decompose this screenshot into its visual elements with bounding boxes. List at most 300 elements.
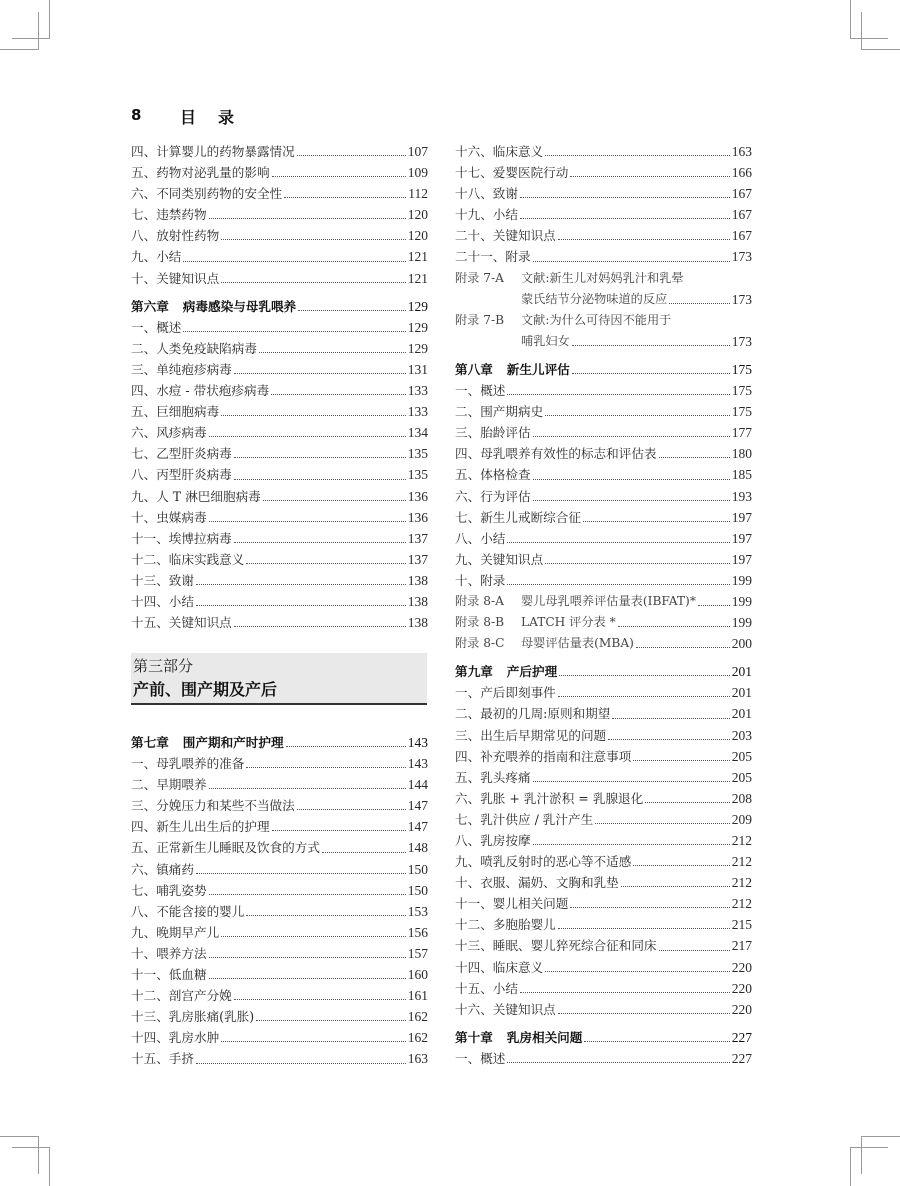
leader-dots bbox=[286, 746, 406, 747]
page-number: 135 bbox=[407, 446, 428, 462]
toc-entry[interactable] bbox=[131, 1006, 428, 1027]
leader-dots bbox=[545, 415, 730, 416]
leader-dots bbox=[209, 218, 406, 219]
toc-entry[interactable] bbox=[455, 422, 752, 443]
appendix-tag: 附录 8-A bbox=[455, 593, 504, 608]
entry-label bbox=[131, 296, 296, 317]
toc-entry[interactable] bbox=[455, 851, 752, 872]
appendix-tag: 附录 7-B bbox=[455, 312, 505, 327]
entry-title: 十七、爱婴医院行动 bbox=[455, 165, 569, 181]
appendix-line bbox=[455, 331, 752, 352]
leader-dots bbox=[570, 176, 729, 177]
entry-label bbox=[131, 246, 181, 267]
leader-dots bbox=[584, 1041, 729, 1042]
appendix-title: 婴儿母乳喂养评估量表(IBFAT)* bbox=[521, 593, 696, 608]
entry-label bbox=[131, 964, 207, 985]
toc-chapter-entry[interactable] bbox=[455, 359, 752, 380]
leader-dots bbox=[533, 261, 730, 262]
entry-title: 二十、关键知识点 bbox=[455, 228, 556, 244]
entry-title: 七、违禁药物 bbox=[131, 207, 207, 223]
page-number: 157 bbox=[407, 945, 428, 961]
toc-entry[interactable] bbox=[455, 443, 752, 464]
toc-entry[interactable] bbox=[131, 183, 428, 204]
page-number: 173 bbox=[731, 249, 752, 265]
toc-entry[interactable] bbox=[131, 570, 428, 591]
toc-right-column bbox=[455, 141, 752, 1069]
entry-title: 十二、多胞胎婴儿 bbox=[455, 917, 556, 933]
entry-label bbox=[131, 268, 219, 289]
toc-entry[interactable] bbox=[131, 795, 428, 816]
entry-title: 十八、致谢 bbox=[455, 186, 518, 202]
entry-title: 五、体格检查 bbox=[455, 467, 531, 483]
entry-title: 八、小结 bbox=[455, 530, 506, 546]
entry-label bbox=[131, 359, 232, 380]
toc-entry[interactable] bbox=[455, 767, 752, 788]
toc-appendix-entry[interactable] bbox=[455, 612, 752, 633]
leader-dots bbox=[256, 1020, 406, 1021]
toc-entry[interactable] bbox=[455, 507, 752, 528]
entry-label bbox=[455, 935, 657, 956]
entry-title: 五、乳头疼痛 bbox=[455, 769, 531, 785]
leader-dots bbox=[533, 781, 730, 782]
entry-label bbox=[131, 859, 194, 880]
entry-title: 六、镇痛药 bbox=[131, 861, 194, 877]
leader-dots bbox=[271, 394, 406, 395]
toc-chapter-entry[interactable] bbox=[131, 732, 428, 753]
toc-entry[interactable] bbox=[455, 528, 752, 549]
toc-entry[interactable] bbox=[131, 464, 428, 485]
toc-entry[interactable] bbox=[131, 774, 428, 795]
page-number: 138 bbox=[407, 593, 428, 609]
toc-chapter-entry[interactable] bbox=[455, 661, 752, 682]
entry-title: 八、乳房按摩 bbox=[455, 833, 531, 848]
toc-appendix-entry[interactable] bbox=[455, 268, 752, 310]
toc-entry[interactable] bbox=[131, 443, 428, 464]
entry-label bbox=[131, 1006, 254, 1027]
page-number: 212 bbox=[731, 833, 752, 848]
toc-entry[interactable] bbox=[455, 914, 752, 935]
entry-label bbox=[131, 317, 181, 338]
entry-label bbox=[131, 338, 257, 359]
chapter-number: 第九章 bbox=[455, 664, 493, 680]
toc-entry[interactable] bbox=[131, 338, 428, 359]
part-header bbox=[131, 653, 427, 705]
entry-label bbox=[131, 507, 207, 528]
page-number: 156 bbox=[407, 924, 428, 940]
leader-dots bbox=[322, 852, 406, 853]
leader-dots bbox=[209, 436, 406, 437]
entry-label bbox=[131, 443, 232, 464]
toc-entry[interactable] bbox=[131, 268, 428, 289]
entry-title: 产后护理 bbox=[506, 664, 558, 680]
entry-label bbox=[131, 183, 282, 204]
entry-title: 十五、关键知识点 bbox=[131, 615, 232, 631]
leader-dots bbox=[297, 155, 406, 156]
appendix-tag: 附录 8-B bbox=[455, 615, 505, 630]
entry-label bbox=[131, 922, 219, 943]
toc-entry[interactable] bbox=[455, 682, 752, 703]
entry-title: 十、喂养方法 bbox=[131, 945, 207, 961]
entry-label bbox=[455, 162, 568, 183]
entry-title: 一、概述 bbox=[455, 383, 506, 399]
leader-dots bbox=[659, 950, 730, 951]
appendix-line bbox=[455, 268, 752, 289]
entry-title: 一、母乳喂养的准备 bbox=[131, 756, 245, 772]
page-number: 197 bbox=[731, 509, 752, 525]
chapter-number: 第八章 bbox=[455, 361, 493, 377]
page-number: 197 bbox=[731, 551, 752, 567]
leader-dots bbox=[209, 957, 406, 958]
page-number: 8 bbox=[131, 106, 142, 124]
entry-title: 十九、小结 bbox=[455, 207, 518, 223]
leader-dots bbox=[209, 978, 406, 979]
toc-entry[interactable] bbox=[131, 1027, 428, 1048]
toc-entry[interactable] bbox=[455, 809, 752, 830]
leader-dots bbox=[196, 1063, 406, 1064]
toc-entry[interactable] bbox=[455, 1048, 752, 1069]
entry-label bbox=[455, 830, 531, 851]
toc-entry[interactable] bbox=[455, 703, 752, 724]
toc-entry[interactable] bbox=[455, 746, 752, 767]
toc-entry[interactable] bbox=[131, 612, 428, 633]
page-number: 153 bbox=[407, 903, 428, 919]
toc-entry[interactable] bbox=[455, 549, 752, 570]
entry-label bbox=[131, 204, 207, 225]
page-number: 199 bbox=[731, 593, 752, 609]
chapter-number: 第七章 bbox=[131, 735, 169, 750]
page-number: 150 bbox=[407, 882, 428, 898]
page-number: 163 bbox=[731, 144, 752, 159]
entry-title: 四、水痘 - 带状疱疹病毒 bbox=[131, 383, 270, 399]
appendix-line bbox=[455, 591, 752, 612]
toc-entry[interactable] bbox=[455, 872, 752, 893]
page-number: 185 bbox=[731, 467, 752, 483]
page-number: 131 bbox=[407, 361, 428, 377]
leader-dots bbox=[669, 303, 730, 304]
page-number: 193 bbox=[731, 488, 752, 504]
entry-title: 十四、乳房水肿 bbox=[131, 1030, 220, 1046]
entry-label bbox=[455, 767, 531, 788]
entry-title: 八、放射性药物 bbox=[131, 228, 220, 244]
entry-label bbox=[455, 725, 606, 746]
page-number: 147 bbox=[407, 798, 428, 814]
toc-entry[interactable] bbox=[131, 549, 428, 570]
leader-dots bbox=[183, 331, 405, 332]
toc-entry[interactable] bbox=[455, 183, 752, 204]
toc-entry[interactable] bbox=[455, 957, 752, 978]
leader-dots bbox=[533, 436, 730, 437]
toc-entry[interactable] bbox=[455, 401, 752, 422]
toc-entry[interactable] bbox=[455, 225, 752, 246]
leader-dots bbox=[263, 500, 406, 501]
entry-label bbox=[131, 528, 232, 549]
chapter-number: 第六章 bbox=[131, 298, 169, 314]
toc-entry[interactable] bbox=[131, 859, 428, 880]
toc-appendix-entry[interactable] bbox=[455, 633, 752, 654]
entry-title: 一、概述 bbox=[131, 319, 182, 335]
toc-entry[interactable] bbox=[455, 830, 752, 851]
toc-appendix-entry[interactable] bbox=[455, 591, 752, 612]
entry-label bbox=[455, 682, 556, 703]
entry-title: 六、风疹病毒 bbox=[131, 425, 207, 441]
leader-dots bbox=[545, 155, 730, 156]
entry-label bbox=[455, 359, 570, 380]
entry-title: 五、巨细胞病毒 bbox=[131, 404, 220, 420]
toc-entry[interactable] bbox=[131, 985, 428, 1006]
page-number: 129 bbox=[407, 340, 428, 356]
entry-label bbox=[131, 591, 194, 612]
toc-entry[interactable] bbox=[131, 204, 428, 225]
entry-title: 九、关键知识点 bbox=[455, 551, 544, 567]
leader-dots bbox=[246, 767, 405, 768]
page-number: 160 bbox=[407, 967, 428, 983]
entry-title: 一、产后即刻事件 bbox=[455, 685, 556, 701]
toc-entry[interactable] bbox=[131, 401, 428, 422]
page-number: 201 bbox=[731, 664, 752, 680]
entry-label bbox=[455, 914, 556, 935]
leader-dots bbox=[559, 675, 730, 676]
leader-dots bbox=[272, 830, 406, 831]
entry-title: 六、乳胀 + 乳汁淤积 = 乳腺退化 bbox=[455, 790, 644, 806]
page-number: 175 bbox=[731, 404, 752, 420]
toc-entry[interactable] bbox=[455, 978, 752, 999]
page-number: 148 bbox=[407, 840, 428, 856]
toc-entry[interactable] bbox=[131, 528, 428, 549]
toc-entry[interactable] bbox=[455, 246, 752, 267]
page-number: 136 bbox=[407, 509, 428, 525]
page-number: 133 bbox=[407, 404, 428, 420]
toc-entry[interactable] bbox=[455, 725, 752, 746]
leader-dots bbox=[221, 415, 406, 416]
leader-dots bbox=[659, 457, 730, 458]
page-number: 212 bbox=[731, 896, 752, 912]
appendix-title: 哺乳妇女 bbox=[521, 333, 570, 348]
leader-dots bbox=[221, 936, 406, 937]
entry-label bbox=[131, 612, 232, 633]
toc-entry[interactable] bbox=[131, 964, 428, 985]
page-number: 129 bbox=[407, 319, 428, 335]
entry-title: 二、最初的几周:原则和期望 bbox=[455, 706, 611, 722]
toc-entry[interactable] bbox=[455, 788, 752, 809]
entry-label bbox=[455, 401, 543, 422]
toc-entry[interactable] bbox=[131, 1048, 428, 1069]
leader-dots bbox=[246, 915, 405, 916]
leader-dots bbox=[520, 992, 730, 993]
page-number: 129 bbox=[407, 298, 428, 314]
toc-left-column-top bbox=[131, 141, 428, 633]
toc-entry[interactable] bbox=[455, 935, 752, 956]
page-number: 163 bbox=[407, 1051, 428, 1067]
entry-title: 围产期和产时护理 bbox=[182, 735, 284, 750]
page-number: 162 bbox=[407, 1009, 428, 1025]
toc-entry[interactable] bbox=[131, 225, 428, 246]
entry-title: 十四、小结 bbox=[131, 593, 194, 609]
page-number: 144 bbox=[407, 777, 428, 793]
toc-entry[interactable] bbox=[131, 486, 428, 507]
toc-chapter-entry[interactable] bbox=[131, 296, 428, 317]
entry-label bbox=[131, 486, 261, 507]
page-title: 目录 bbox=[180, 108, 257, 127]
page-number: 167 bbox=[731, 186, 752, 202]
entry-label bbox=[131, 162, 270, 183]
page-number: 215 bbox=[731, 917, 752, 933]
toc-entry[interactable] bbox=[131, 317, 428, 338]
leader-dots bbox=[533, 500, 730, 501]
entry-title: 十五、手挤 bbox=[131, 1051, 194, 1067]
entry-label bbox=[131, 401, 219, 422]
page-number: 137 bbox=[407, 530, 428, 546]
page-number: 212 bbox=[731, 875, 752, 891]
entry-label bbox=[131, 837, 320, 858]
toc-entry[interactable] bbox=[455, 380, 752, 401]
toc-entry[interactable] bbox=[131, 591, 428, 612]
entry-title: 七、新生儿戒断综合征 bbox=[455, 509, 581, 525]
leader-dots bbox=[520, 218, 730, 219]
leader-dots bbox=[621, 886, 730, 887]
leader-dots bbox=[183, 261, 405, 262]
toc-entry[interactable] bbox=[131, 880, 428, 901]
entry-title: 六、不同类别药物的安全性 bbox=[131, 186, 283, 202]
leader-dots bbox=[633, 865, 729, 866]
toc-entry[interactable] bbox=[131, 507, 428, 528]
page-number: 161 bbox=[407, 988, 428, 1004]
entry-title: 十一、婴儿相关问题 bbox=[455, 896, 569, 912]
toc-entry[interactable] bbox=[131, 816, 428, 837]
entry-label bbox=[455, 464, 531, 485]
leader-dots bbox=[196, 605, 406, 606]
leader-dots bbox=[221, 282, 406, 283]
toc-entry[interactable] bbox=[455, 570, 752, 591]
leader-dots bbox=[209, 521, 406, 522]
appendix-line bbox=[455, 310, 752, 331]
entry-label bbox=[455, 141, 543, 162]
entry-label bbox=[131, 225, 219, 246]
entry-label bbox=[455, 978, 518, 999]
entry-label bbox=[455, 549, 543, 570]
page-number: 134 bbox=[407, 425, 428, 441]
toc-entry[interactable] bbox=[131, 141, 428, 162]
entry-title: 病毒感染与母乳喂养 bbox=[182, 298, 297, 314]
entry-label bbox=[455, 1027, 582, 1048]
leader-dots bbox=[533, 479, 730, 480]
toc-entry[interactable] bbox=[455, 999, 752, 1020]
page-number: 177 bbox=[731, 425, 752, 441]
toc-entry[interactable] bbox=[131, 246, 428, 267]
entry-title: 十、虫媒病毒 bbox=[131, 509, 207, 525]
toc-entry[interactable] bbox=[131, 380, 428, 401]
entry-title: 十三、致谢 bbox=[131, 572, 194, 588]
leader-dots bbox=[533, 844, 730, 845]
appendix-tag: 附录 7-A bbox=[455, 270, 504, 285]
entry-title: 十五、小结 bbox=[455, 980, 518, 996]
toc-entry[interactable] bbox=[455, 486, 752, 507]
appendix-title: 蒙氏结节分泌物味道的反应 bbox=[521, 291, 668, 306]
entry-title: 一、概述 bbox=[455, 1050, 506, 1066]
page-number: 220 bbox=[731, 980, 752, 996]
leader-dots bbox=[558, 239, 730, 240]
toc-entry[interactable] bbox=[131, 359, 428, 380]
leader-dots bbox=[507, 542, 729, 543]
toc-appendix-entry[interactable] bbox=[455, 310, 752, 352]
page-number: 220 bbox=[731, 959, 752, 975]
leader-dots bbox=[545, 563, 730, 564]
entry-title: 五、药物对泌乳量的影响 bbox=[131, 165, 270, 181]
leader-dots bbox=[272, 176, 406, 177]
page-number: 121 bbox=[407, 270, 428, 286]
page-number: 197 bbox=[731, 530, 752, 546]
appendix-title: 母婴评估量表(MBA) bbox=[521, 636, 634, 651]
toc-chapter-entry[interactable] bbox=[455, 1027, 752, 1048]
entry-title: 十六、临床意义 bbox=[455, 144, 544, 159]
toc-entry[interactable] bbox=[131, 901, 428, 922]
toc-entry[interactable] bbox=[455, 204, 752, 225]
entry-title: 九、晚期早产儿 bbox=[131, 924, 220, 940]
toc-entry[interactable] bbox=[455, 162, 752, 183]
page-number: 180 bbox=[731, 446, 752, 462]
entry-label bbox=[131, 549, 244, 570]
entry-label bbox=[131, 753, 244, 774]
leader-dots bbox=[196, 873, 406, 874]
leader-dots bbox=[507, 584, 729, 585]
entry-label bbox=[455, 204, 518, 225]
chapter-number: 第十章 bbox=[455, 1029, 493, 1045]
page-number: 227 bbox=[731, 1050, 752, 1066]
toc-entry[interactable] bbox=[131, 753, 428, 774]
toc-entry[interactable] bbox=[131, 162, 428, 183]
entry-label bbox=[455, 661, 557, 682]
leader-dots bbox=[284, 197, 406, 198]
entry-title: 五、正常新生儿睡眠及饮食的方式 bbox=[131, 840, 320, 856]
toc-entry[interactable] bbox=[131, 943, 428, 964]
entry-title: 七、乙型肝炎病毒 bbox=[131, 446, 232, 462]
entry-label bbox=[455, 246, 531, 267]
page-number: 203 bbox=[731, 727, 752, 743]
page-number: 205 bbox=[731, 748, 752, 764]
leader-dots bbox=[545, 971, 730, 972]
toc-entry[interactable] bbox=[131, 922, 428, 943]
toc-entry[interactable] bbox=[455, 141, 752, 162]
page-number: 135 bbox=[407, 467, 428, 483]
entry-label bbox=[455, 746, 631, 767]
page-number: 201 bbox=[731, 685, 752, 701]
entry-title: 十三、乳房胀痛(乳胀) bbox=[131, 1009, 255, 1025]
toc-entry[interactable] bbox=[131, 422, 428, 443]
entry-title: 十六、关键知识点 bbox=[455, 1001, 556, 1017]
page-number: 209 bbox=[731, 811, 752, 827]
page-number: 199 bbox=[731, 572, 752, 588]
leader-dots bbox=[209, 788, 406, 789]
leader-dots bbox=[645, 802, 730, 803]
toc-entry[interactable] bbox=[131, 837, 428, 858]
page-number: 150 bbox=[407, 861, 428, 877]
page-number: 136 bbox=[407, 488, 428, 504]
entry-title: 四、新生儿出生后的护理 bbox=[131, 819, 270, 835]
leader-dots bbox=[507, 394, 729, 395]
leader-dots bbox=[221, 1041, 406, 1042]
entry-label bbox=[455, 872, 619, 893]
entry-title: 二、人类免疫缺陷病毒 bbox=[131, 340, 257, 356]
entry-title: 四、补充喂养的指南和注意事项 bbox=[455, 748, 632, 764]
toc-entry[interactable] bbox=[455, 893, 752, 914]
entry-label bbox=[131, 880, 207, 901]
leader-dots bbox=[572, 373, 730, 374]
entry-label bbox=[455, 703, 610, 724]
entry-label bbox=[131, 1027, 219, 1048]
entry-label bbox=[455, 1048, 505, 1069]
entry-title: 三、出生后早期常见的问题 bbox=[455, 727, 607, 743]
toc-entry[interactable] bbox=[455, 464, 752, 485]
leader-dots bbox=[246, 563, 405, 564]
